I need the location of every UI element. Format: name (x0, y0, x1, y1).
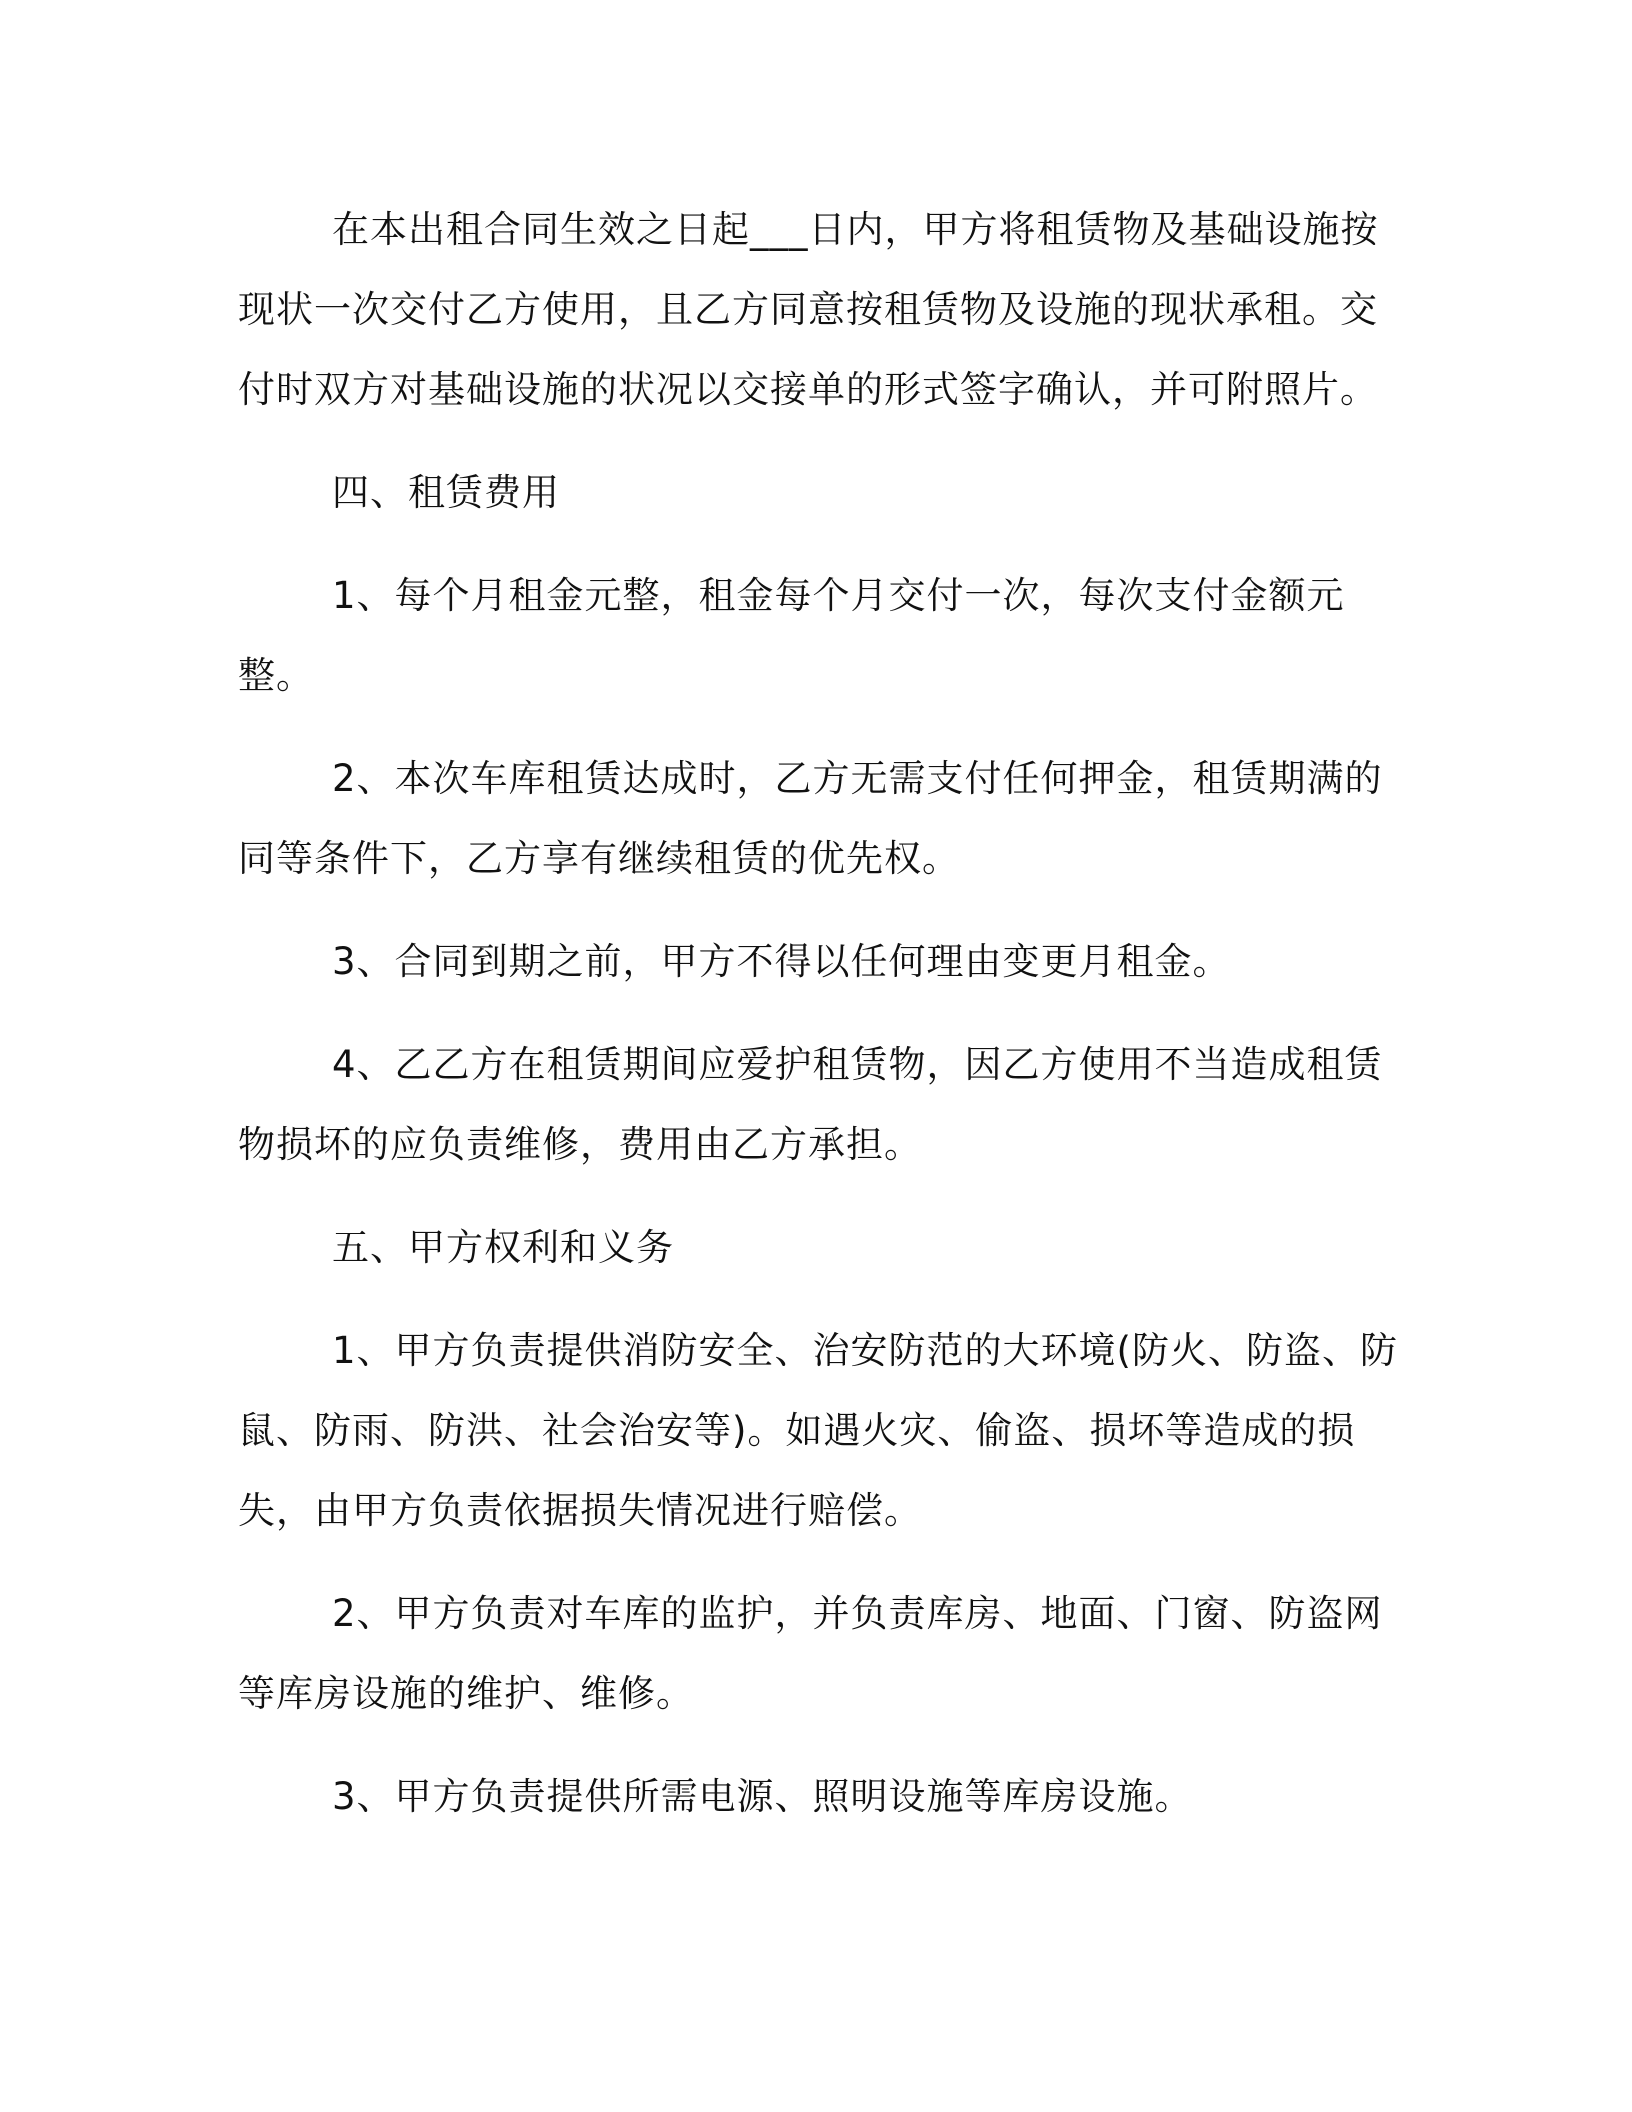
paragraph-fee-item-2: 2、本次车库租赁达成时，乙方无需支付任何押金，租赁期满的同等条件下，乙方享有继续租赁的优先权。 (238, 757, 1383, 880)
paragraph-fee-item-3: 3、合同到期之前，甲方不得以任何理由变更月租金。 (332, 940, 1231, 983)
paragraph-party-a-item-2: 2、甲方负责对车库的监护，并负责库房、地面、门窗、防盗网等库房设施的维护、维修。 (238, 1592, 1383, 1715)
section-heading-party-a-rights: 五、甲方权利和义务 (332, 1226, 674, 1269)
section-heading-rental-fees: 四、租赁费用 (332, 471, 560, 514)
paragraph-party-a-item-3: 3、甲方负责提供所需电源、照明设施等库房设施。 (332, 1775, 1193, 1818)
paragraph-delivery-terms: 在本出租合同生效之日起___日内，甲方将租赁物及基础设施按现状一次交付乙方使用，且乙方同意按租赁物及设施的现状承租。交付时双方对基础设施的状况以交接单的形式签字确认，并可附照片。 (238, 208, 1379, 411)
paragraph-fee-item-1: 1、每个月租金元整，租金每个月交付一次，每次支付金额元整。 (238, 574, 1345, 697)
paragraph-fee-item-4: 4、乙乙方在租赁期间应爱护租赁物，因乙方使用不当造成租赁物损坏的应负责维修，费用由乙方承担。 (238, 1043, 1383, 1166)
paragraph-party-a-item-1: 1、甲方负责提供消防安全、治安防范的大环境(防火、防盗、防鼠、防雨、防洪、社会治安等)。如遇火灾、偷盗、损坏等造成的损失，由甲方负责依据损失情况进行赔偿。 (238, 1329, 1398, 1532)
document-body (238, 190, 1408, 1860)
